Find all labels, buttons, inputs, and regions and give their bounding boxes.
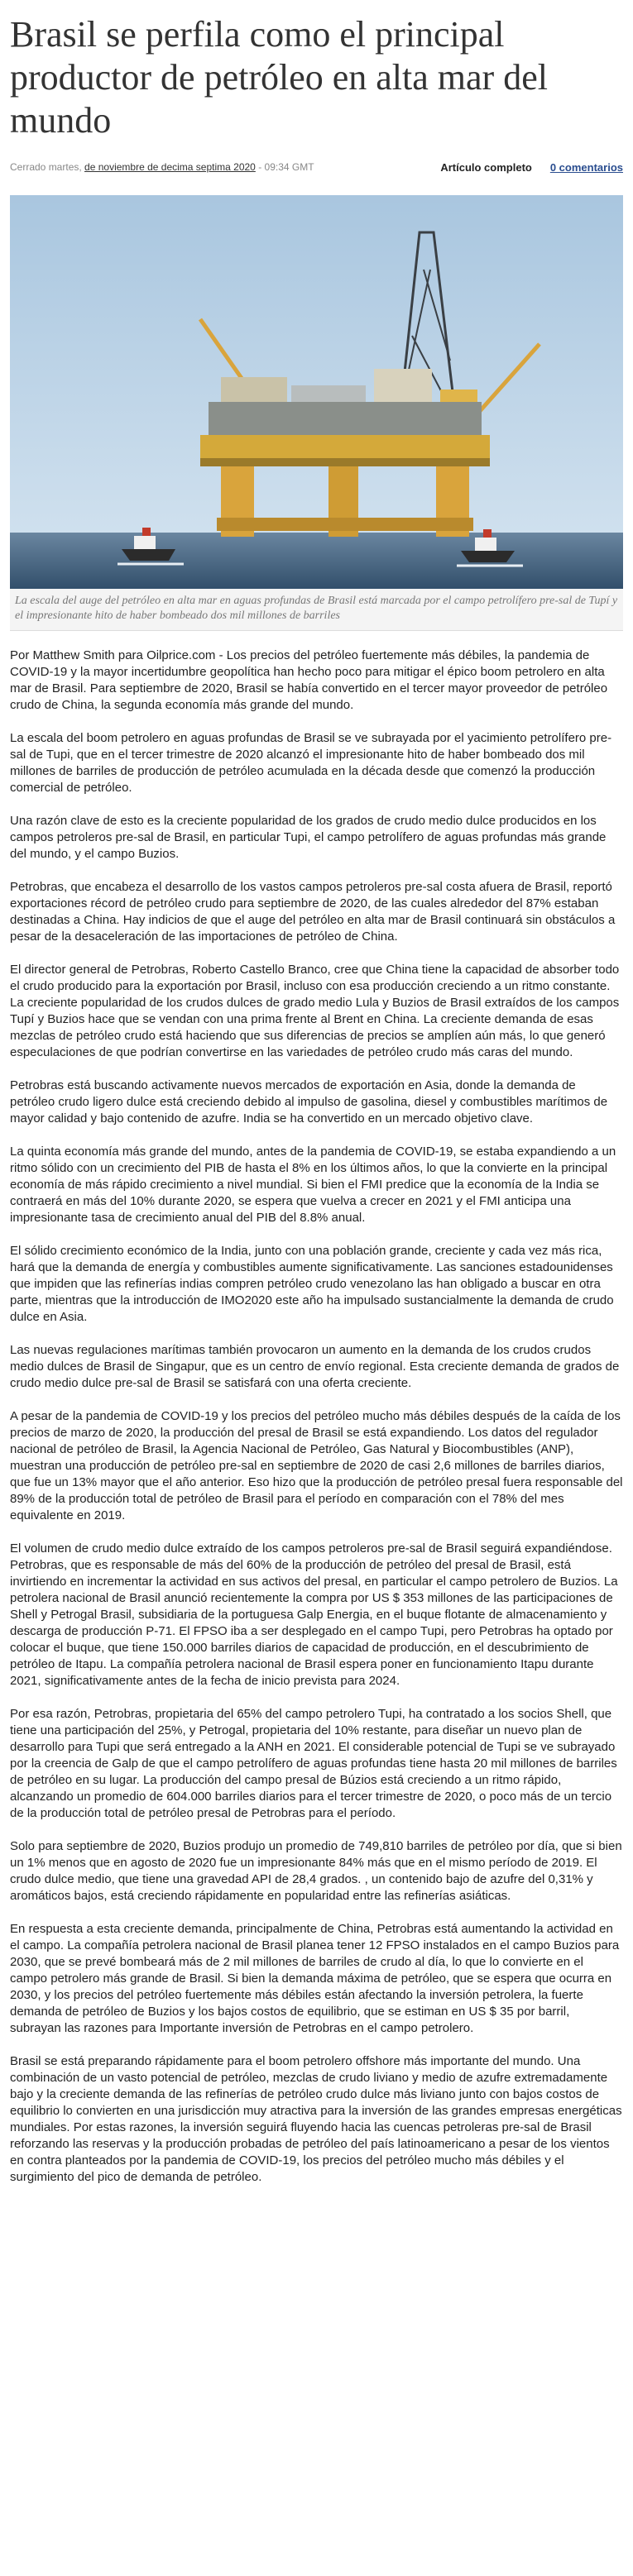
paragraph: Las nuevas regulaciones marítimas también provocaron un aumento en la demanda de los crudos crudos medio dulces de Brasil de Singapur, que es un centro de envío regional. Esta creciente demanda de grados de crudo medio dulce pre-sal de Brasil se satisfará con una oferta creciente. [10,1343,620,1390]
paragraph: El volumen de crudo medio dulce extraído de los campos petroleros pre-sal de Brasil seguirá expandiéndose. Petrobras, que es responsable de más del 60% de la producción de petróleo del presal de Brasil, está invirtiendo en incrementar la actividad en sus activos del presal, en particular el campo petrolero de Buzios. La petrolera nacional de Brasil anunció recientemente la compra por US $ 353 millones de las participaciones de Shell y Petrogal Brasil, subsidiaria de la portuguesa Galp Energia, en el buque flotante de almacenamiento y descarga de producción P-71. El FPSO iba a ser desplegado en el campo Tupi, pero Petrobras ha optado por colocar el buque, que tiene 150.000 barriles diarios de capacidad de producción, en el descubrimiento de petróleo de Itapu. La compañía petrolera nacional de Brasil espera poner en funcionamiento Itapu durante 2021, significativamente antes de la fecha de inicio prevista para 2024. [10,1541,618,1688]
comments-link[interactable]: 0 comentarios [549,160,623,174]
time-text: - 09:34 GMT [258,161,314,173]
image-caption: La escala del auge del petróleo en alta mar en aguas profundas de Brasil está marcada por el campo petrolífero pre-sal de Tupí y el impresionante hito de haber bombeado dos mil millones de barriles [10,589,623,631]
paragraph: En respuesta a esta creciente demanda, principalmente de China, Petrobras está aumentando la actividad en el campo. La compañía petrolera nacional de Brasil planea tener 12 FPSO instalados en el campo Buzios para 2030, que se prevé bombeará más de 2 mil millones de barriles de crudo al día, lo que lo convierte en el campo petrolero más grande de Brasil. Si bien la demanda máxima de petróleo, que se espera que ocurra en 2030, y los precios del petróleo fuertemente más débiles están afectando la inversión petrolera, la fuerte demanda de petróleo de Buzios y los bajos costos de equilibrio, que se estiman en US $ 35 por barril, subrayan las razones para Importante inversión de Petrobras en el campo petrolero. [10,1922,620,2035]
byline-date [10,161,314,173]
article-meta [10,157,623,177]
paragraph: Petrobras está buscando activamente nuevos mercados de exportación en Asia, donde la demanda de petróleo crudo ligero dulce está creciendo debido al impulso de gasolina, diesel y combustibles marítimos de mayor calidad y bajo contenido de azufre. India se ha convertido en un mercado objetivo clave. [10,1078,608,1126]
paragraph: Brasil se está preparando rápidamente para el boom petrolero offshore más importante del mundo. Una combinación de un vasto potencial de petróleo, mezclas de crudo liviano y medio de azufre extremadamente bajo y la creciente demanda de las refinerías de petróleo crudo dulce más liviano junto con bajos costos de equilibrio lo convierten en una jurisdicción muy atractiva para la inversión de las grandes empresas energéticas mundiales. Por estas razones, la inversión seguirá fluyendo hacia las cuencas petroleras pre-sal de Brasil reforzando las reservas y la producción probadas de petróleo del país latinoamericano a pesar de los vientos en contra planteados por la pandemia de COVID-19, los precios del petróleo mucho más débiles y el surgimiento del pico de demanda de petróleo. [10,2054,622,2184]
paragraph: El director general de Petrobras, Roberto Castello Branco, cree que China tiene la capacidad de absorber todo el crudo producido para la exportación por Brasil, incluso con esa producción creciendo a un ritmo constante. La creciente popularidad de los crudos dulces de grado medio Lula y Buzios de Brasil extraídos de los campos Tupí y Buzios hace que se vendan con una prima frente al Brent en China. La creciente demanda de esas mezclas de petróleo crudo está haciendo que sus diferencias de precios se amplíen aún más, lo que generó especulaciones de que podrían convertirse en las variedades de petróleo crudo más caras del mundo. [10,963,620,1059]
date-prefix: Cerrado martes, [10,161,82,173]
paragraph: Solo para septiembre de 2020, Buzios produjo un promedio de 749,810 barriles de petróleo por día, que si bien un 1% menos que en agosto de 2020 fue un impresionante 84% más que en el mismo período de 2019. El crudo dulce medio, que tiene una gravedad API de 28,4 grados. , un contenido bajo de azufre del 0,31% y aromáticos bajos, está creciendo rápidamente en popularidad entre las refinerías asiáticas. [10,1839,622,1903]
paragraph: Por Matthew Smith para Oilprice.com - Los precios del petróleo fuertemente más débiles, la pandemia de COVID-19 y la mayor incertidumbre geopolítica han hecho poco para mitigar el épico boom petrolero en alta mar de Brasil. Para septiembre de 2020, Brasil se había convertido en el tercer mayor proveedor de petróleo crudo de China, la segunda economía más grande del mundo. [10,648,608,712]
paragraph: Una razón clave de esto es la creciente popularidad de los grados de crudo medio dulce producidos en los campos petroleros pre-sal de Brasil, en particular Tupi, el campo petrolífero de aguas profundas más grande del mundo, y el campo Buzios. [10,814,607,861]
meta-actions [440,161,623,174]
paragraph: Por esa razón, Petrobras, propietaria del 65% del campo petrolero Tupi, ha contratado a los socios Shell, que tiene una participación del 25%, y Petrogal, propietaria del 10% restante, para diseñar un nuevo plan de desarrollo para Tupi que será entregado a la ANH en 2021. El considerable potencial de Tupi se ve subrayado por la creencia de Galp de que el campo petrolífero de aguas profundas tiene hasta 20 mil millones de barriles de petróleo en su lugar. La producción del campo presal de Búzios está creciendo a un ritmo rápido, alcanzando un promedio de 604.000 barriles diarios para el tercer trimestre de 2020, o poco más de un tercio de la producción total de petróleo presal de Petrobras para el período. [10,1707,617,1820]
date-link[interactable]: de noviembre de decima septima 2020 [84,161,256,173]
paragraph: Petrobras, que encabeza el desarrollo de los vastos campos petroleros pre-sal costa afuera de Brasil, reportó exportaciones récord de petróleo crudo para septiembre de 2020, de las cuales alrededor del 87% estaban destinadas a China. Hay indicios de que el auge del petróleo en alta mar de Brasil continuará sin obstáculos a pesar de la desaceleración de las importaciones de petróleo de China. [10,880,616,944]
paragraph: El sólido crecimiento económico de la India, junto con una población grande, creciente y cada vez más rica, hará que la demanda de energía y combustibles aumente significativamente. Las sanciones estadounidenses que impiden que las refinerías indias compren petróleo crudo venezolano las han obligado a buscar en otra parte, mientras que la introducción de IMO2020 este año ha impulsado sustancialmente la demanda de crudo dulce en Asia. [10,1244,614,1324]
paragraph: La escala del boom petrolero en aguas profundas de Brasil se ve subrayada por el yacimiento petrolífero pre-sal de Tupi, que en el tercer trimestre de 2020 alcanzó el impresionante hito de haber bombeado dos mil millones de barriles de producción de petróleo acumulada en la década desde que comenzó la producción comercial de petróleo. [10,731,612,795]
article-body [10,648,623,2186]
paragraph: A pesar de la pandemia de COVID-19 y los precios del petróleo mucho más débiles después de la caída de los precios de marzo de 2020, la producción del presal de Brasil se está expandiendo. Los datos del regulador nacional de petróleo de Brasil, la Agencia Nacional de Petróleo, Gas Natural y Biocombustibles (ANP), muestran una producción de petróleo pre-sal en septiembre de 2020 de casi 2,6 millones de barriles diarios, que fue un 13% mayor que el año anterior. Eso hizo que la producción de petróleo presal fuera responsable del 89% de la producción total de petróleo de Brasil para el período en comparación con el 78% del mes equivalente en 2019. [10,1409,623,1522]
oil-platform-photo [10,195,623,589]
full-article-label: Artículo completo [440,160,532,174]
paragraph: La quinta economía más grande del mundo, antes de la pandemia de COVID-19, se estaba expandiendo a un ritmo sólido con un crecimiento del PIB de hasta el 8% en los últimos años, lo que la convierte en la principal economía de más rápido crecimiento a nivel mundial. Si bien el FMI predice que la economía de la India se contraerá en más del 10% durante 2020, se espera que vuelva a crecer en 2021 y el FMI anticipa una impresionante tasa de crecimiento anual del PIB del 8.8% anual. [10,1145,616,1225]
oil-platform-illustration [10,195,623,589]
article-title: Brasil se perfila como el principal productor de petróleo en alta mar del mundo [10,14,548,141]
